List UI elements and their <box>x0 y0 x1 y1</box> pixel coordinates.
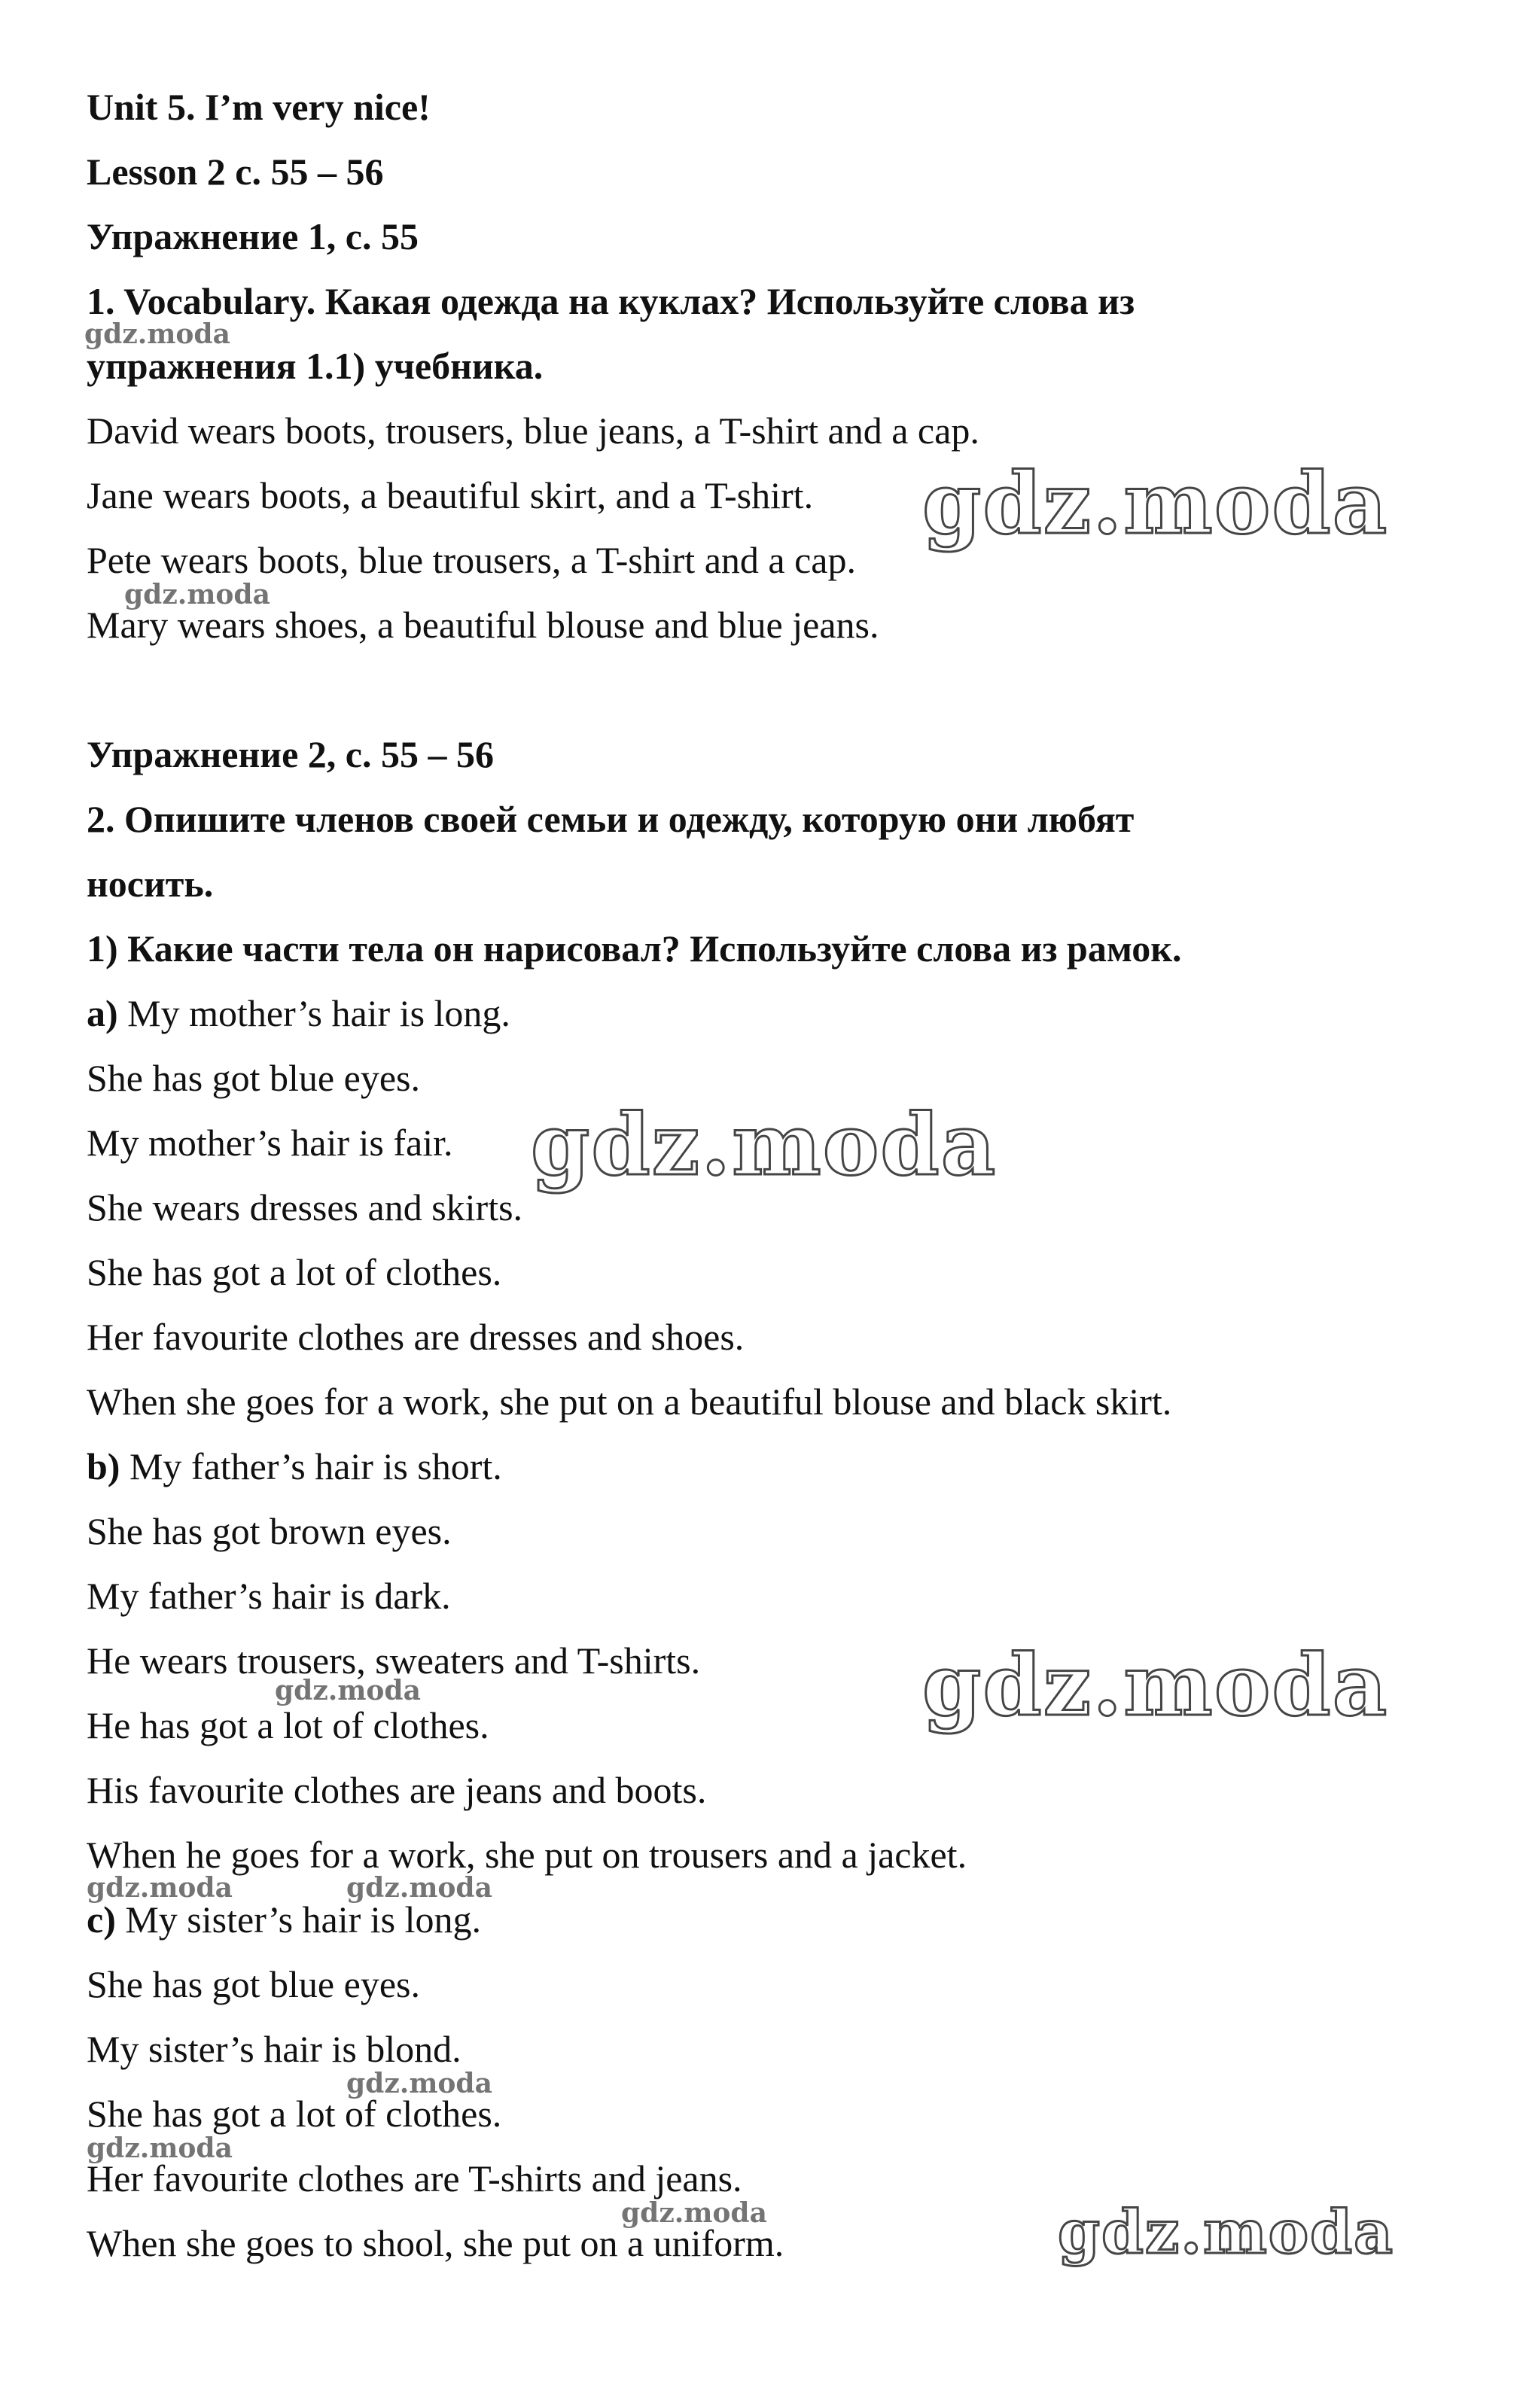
part-b-line: My father’s hair is dark. <box>87 1575 451 1617</box>
watermark: gdz.moda <box>124 579 270 610</box>
part-a-line: Her favourite clothes are dresses and shoes. <box>87 1316 745 1358</box>
part-c-line: She has got blue eyes. <box>87 1963 420 2005</box>
exercise2-task-line1: 2. Опишите членов своей семьи и одежду, которую они любят <box>87 798 1135 840</box>
exercise1-answer-3: Pete wears boots, blue trousers, a T-shirt and a cap. <box>87 539 856 581</box>
part-a-first-line <box>87 991 510 1036</box>
part-a-line: She wears dresses and skirts. <box>87 1186 523 1228</box>
part-b-line: He has got a lot of clothes. <box>87 1704 489 1746</box>
exercise1-task-line1: 1. Vocabulary. Какая одежда на куклах? Используйте слова из <box>87 280 1135 322</box>
part-a-line: My mother’s hair is fair. <box>87 1122 453 1164</box>
watermark: gdz.moda <box>275 1675 421 1706</box>
watermark: gdz.moda <box>922 455 1389 553</box>
watermark: gdz.moda <box>531 1096 998 1195</box>
exercise1-task-line2: упражнения 1.1) учебника. <box>87 345 544 387</box>
unit-title: Unit 5. I’m very nice! <box>87 86 431 128</box>
part-b-first-text: My father’s hair is short. <box>129 1445 502 1487</box>
exercise1-heading: Упражнение 1, с. 55 <box>87 215 419 257</box>
part-c-line: She has got a lot of clothes. <box>87 2093 502 2135</box>
part-a-marker: a) <box>87 992 118 1034</box>
lesson-title: Lesson 2 с. 55 – 56 <box>87 151 384 193</box>
part-a-line: She has got a lot of clothes. <box>87 1251 502 1293</box>
part-b-line: He wears trousers, sweaters and T-shirts. <box>87 1639 701 1682</box>
part-a-first-text: My mother’s hair is long. <box>127 992 510 1034</box>
watermark: gdz.moda <box>346 1872 492 1904</box>
watermark: gdz.moda <box>621 2197 767 2229</box>
part-c-first-text: My sister’s hair is long. <box>125 1898 482 1941</box>
watermark: gdz.moda <box>87 1872 233 1904</box>
exercise2-heading: Упражнение 2, с. 55 – 56 <box>87 733 494 775</box>
part-a-line: She has got blue eyes. <box>87 1057 420 1099</box>
part-c-marker: c) <box>87 1898 116 1941</box>
part-b-line: She has got brown eyes. <box>87 1510 452 1552</box>
watermark: gdz.moda <box>346 2068 492 2099</box>
exercise1-answer-4: Mary wears shoes, a beautiful blouse and blue jeans. <box>87 604 879 646</box>
watermark: gdz.moda <box>922 1636 1389 1735</box>
part-a-line: When she goes for a work, she put on a beautiful blouse and black skirt. <box>87 1381 1172 1423</box>
exercise2-task-line2: носить. <box>87 863 214 905</box>
part-b-line: His favourite clothes are jeans and boots. <box>87 1769 707 1811</box>
part-b-marker: b) <box>87 1445 120 1487</box>
watermark: gdz.moda <box>84 318 230 350</box>
part-b-first-line <box>87 1444 502 1489</box>
part-c-line: When she goes to shool, she put on a uniform. <box>87 2222 784 2264</box>
watermark: gdz.moda <box>1058 2196 1394 2267</box>
part-b-line: When he goes for a work, she put on trousers and a jacket. <box>87 1834 967 1876</box>
exercise1-answer-1: David wears boots, trousers, blue jeans, a T-shirt and a cap. <box>87 409 979 452</box>
exercise1-answer-2: Jane wears boots, a beautiful skirt, and a T-shirt. <box>87 474 814 516</box>
part-c-line: Her favourite clothes are T-shirts and jeans. <box>87 2157 742 2199</box>
part-c-line: My sister’s hair is blond. <box>87 2028 461 2070</box>
exercise2-subtask: 1) Какие части тела он нарисовал? Используйте слова из рамок. <box>87 927 1182 970</box>
part-c-first-line <box>87 1897 481 1942</box>
watermark: gdz.moda <box>87 2132 233 2164</box>
